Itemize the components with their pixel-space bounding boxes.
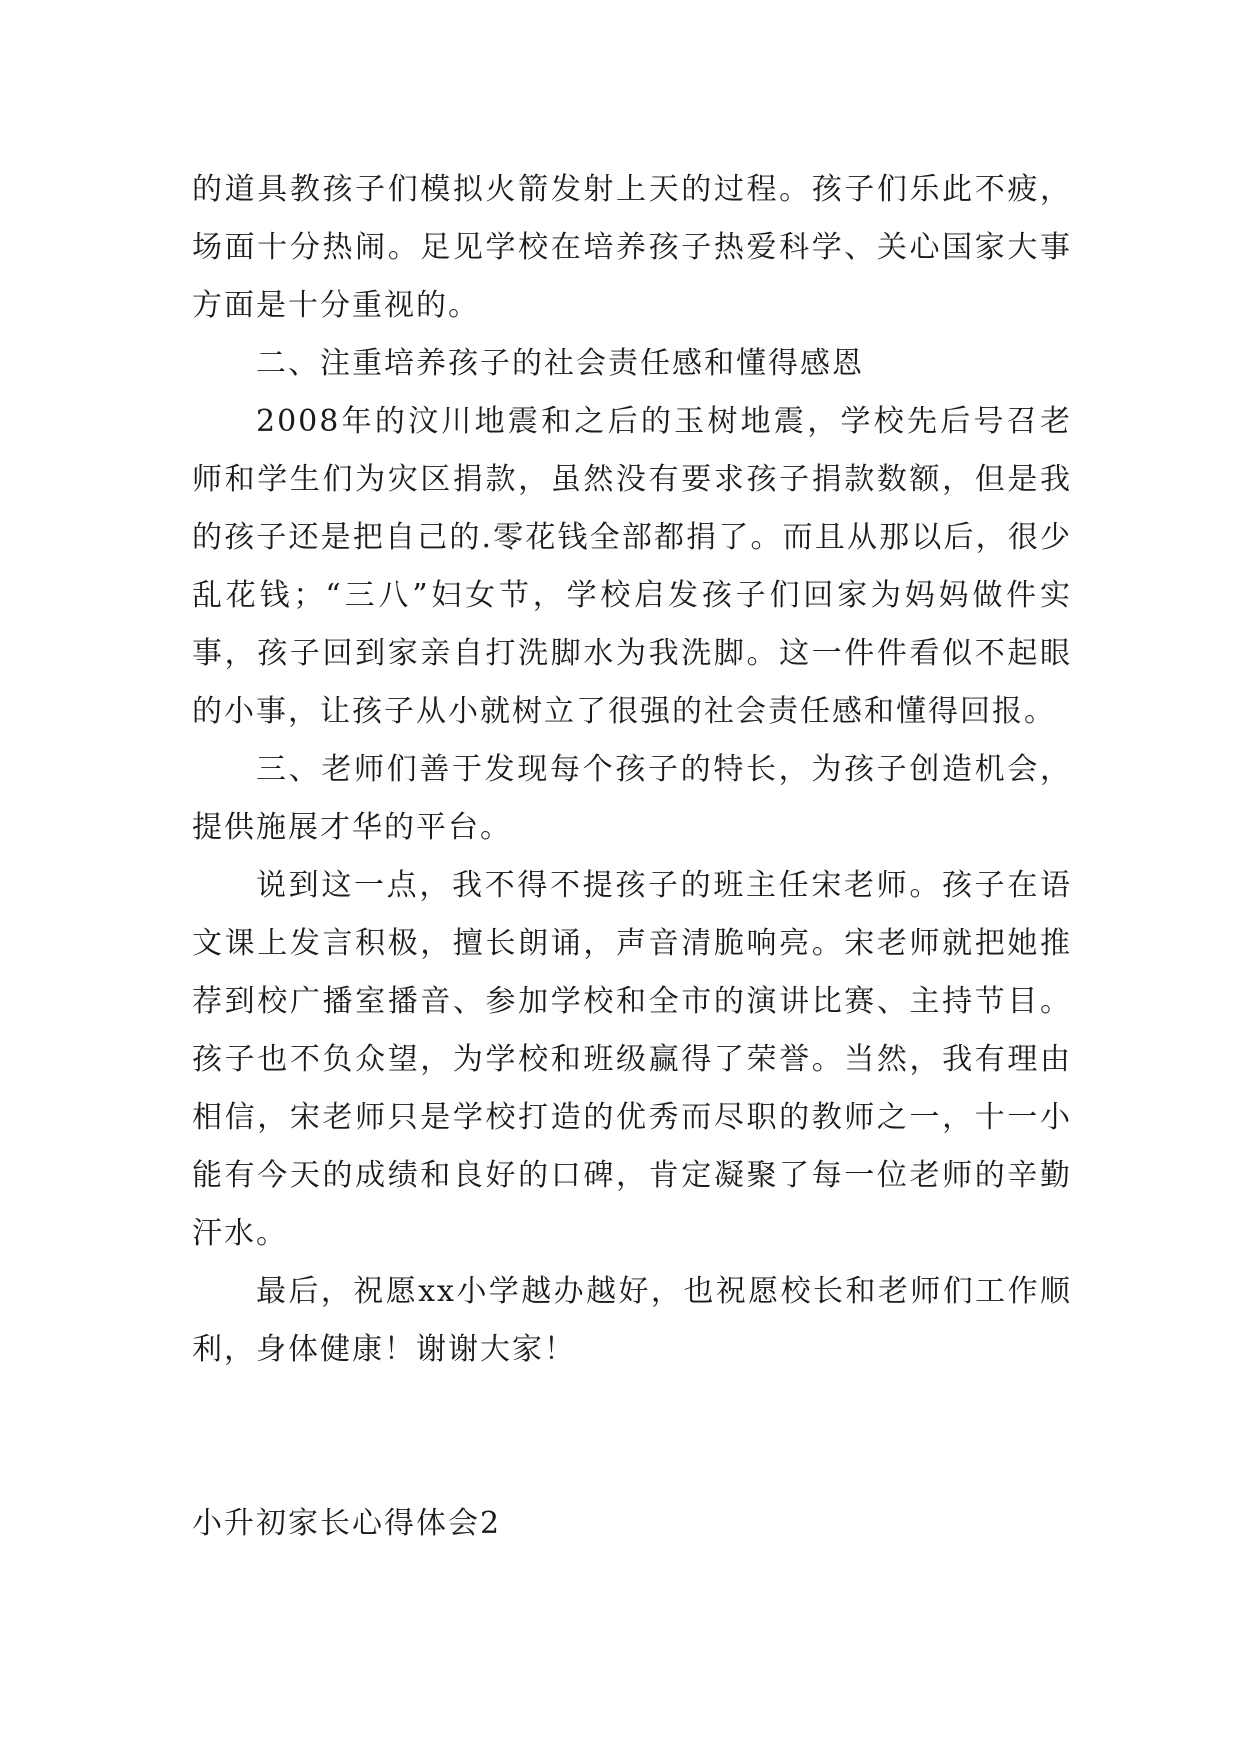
paragraph-earthquake-donation: 2008年的汶川地震和之后的玉树地震，学校先后号召老师和学生们为灾区捐款，虽然没有要求孩子捐款数额，但是我的孩子还是把自己的.零花钱全部都捐了。而且从那以后，很少乱花钱；“三八”妇女节，学校启发孩子们回家为妈妈做件实事，孩子回到家亲自打洗脚水为我洗脚。这一件件看似不起眼的小事，让孩子从小就树立了很强的社会责任感和懂得回报。	[192, 404, 1072, 729]
document-body	[192, 161, 1072, 1553]
section-heading-talents: 三、老师们善于发现每个孩子的特长，为孩子创造机会，提供施展才华的平台。	[192, 752, 1072, 845]
paragraph-closing-wishes: 最后，祝愿xx小学越办越好，也祝愿校长和老师们工作顺利，身体健康！谢谢大家！	[192, 1274, 1072, 1367]
next-article-title: 小升初家长心得体会2	[192, 1506, 502, 1541]
paragraph-teacher-song: 说到这一点，我不得不提孩子的班主任宋老师。孩子在语文课上发言积极，擅长朗诵，声音清脆响亮。宋老师就把她推荐到校广播室播音、参加学校和全市的演讲比赛、主持节目。孩子也不负众望，为学校和班级赢得了荣誉。当然，我有理由相信，宋老师只是学校打造的优秀而尽职的教师之一，十一小能有今天的成绩和良好的口碑，肯定凝聚了每一位老师的辛勤汗水。	[192, 868, 1072, 1251]
section-heading-responsibility: 二、注重培养孩子的社会责任感和懂得感恩	[256, 346, 864, 381]
paragraph-science-continued: 的道具教孩子们模拟火箭发射上天的过程。孩子们乐此不疲，场面十分热闹。足见学校在培养孩子热爱科学、关心国家大事方面是十分重视的。	[192, 172, 1072, 323]
section-spacer	[192, 1379, 1072, 1495]
